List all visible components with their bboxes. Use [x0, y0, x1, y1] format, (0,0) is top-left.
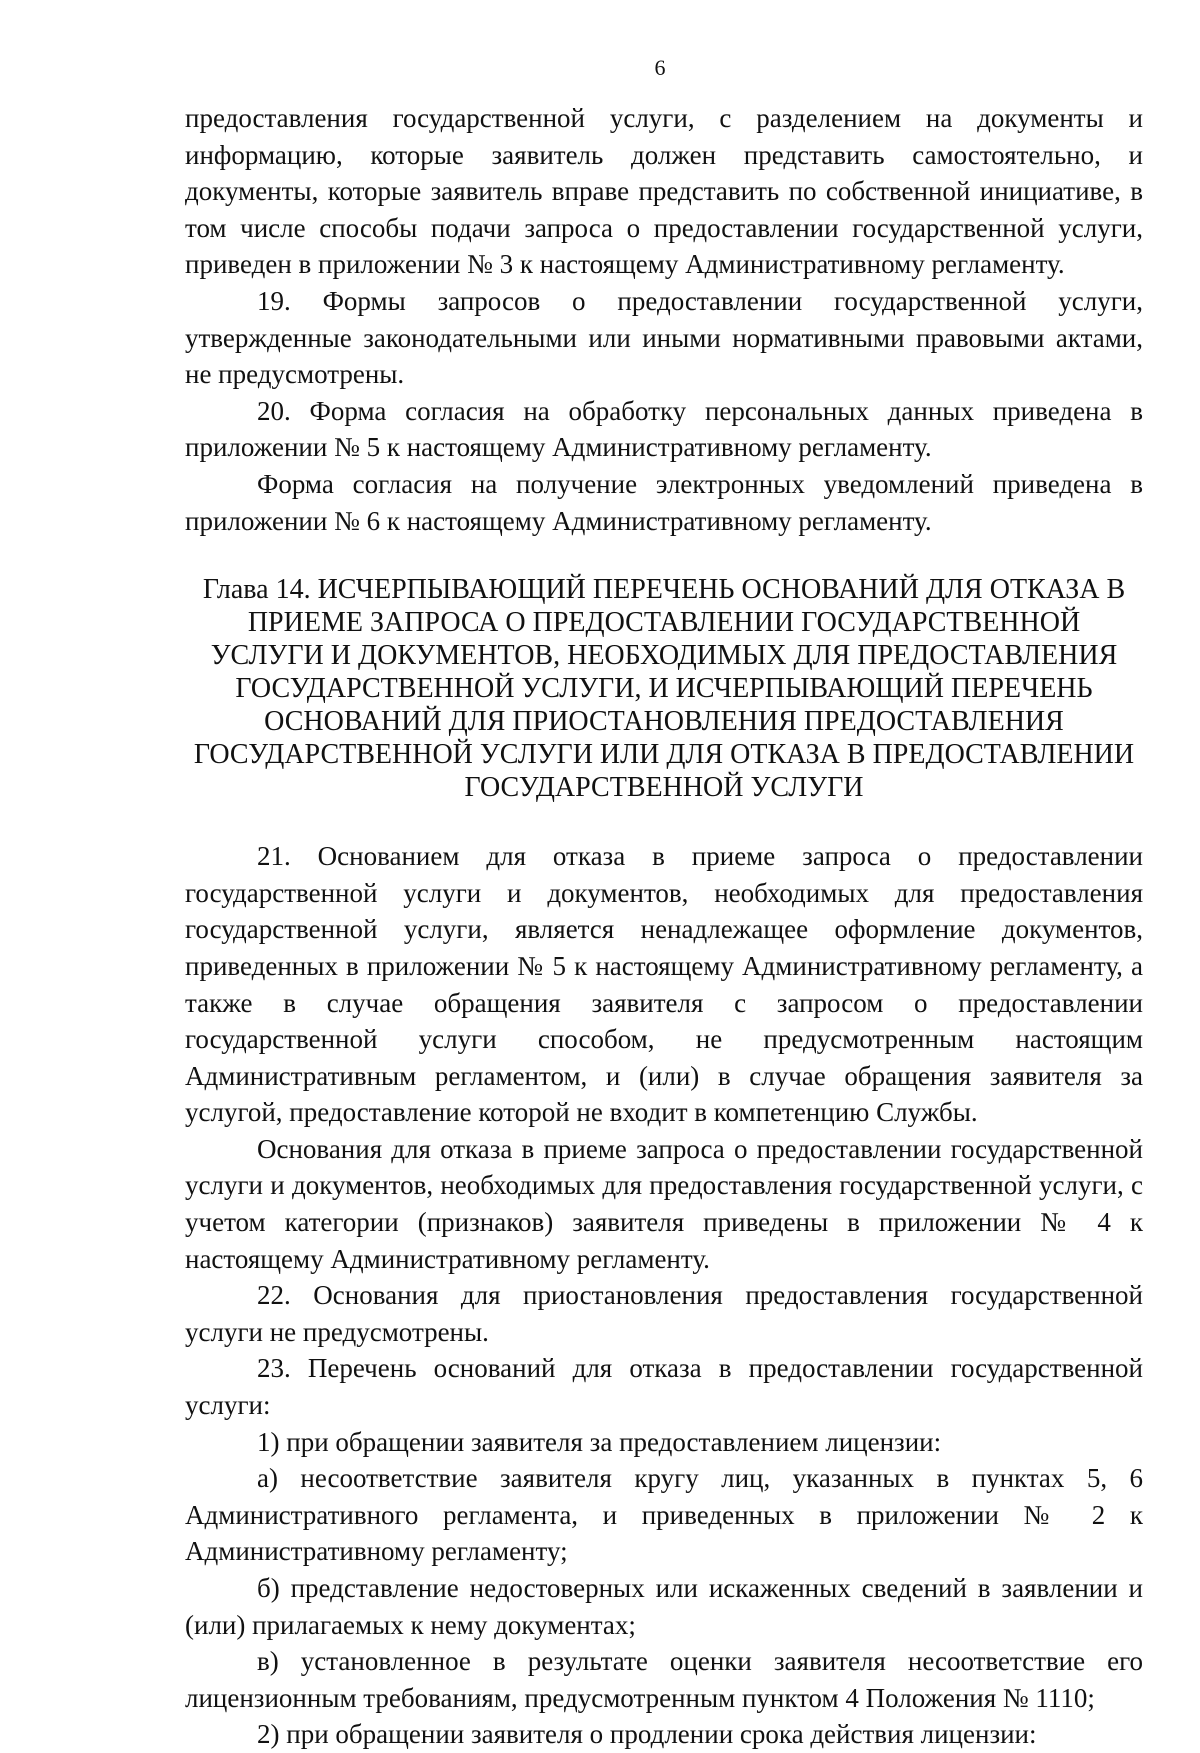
list-item-2: 2) при обращении заявителя о продлении срока действия лицензии:	[257, 1719, 1037, 1750]
list-item-1: 1) при обращении заявителя за предоставлением лицензии:	[257, 1426, 942, 1457]
paragraph-1: предоставления государственной услуги, с разделением на документы и информацию, которые заявитель должен представить самостоятельно, и документы, которые заявитель вправе представить по собственной инициативе, в том числе способы подачи запроса о предоставлении государственной услуги, приведен в приложении № 3 к настоящему Административному регламенту.	[185, 103, 1143, 280]
paragraph-20: 20. Форма согласия на обработку персональных данных приведена в приложении № 5 к настоящему Административному регламенту.	[185, 395, 1143, 463]
page-number: 6	[654, 55, 666, 80]
list-item-1b: б) представление недостоверных или искаженных сведений в заявлении и (или) прилагаемых к нему документах;	[185, 1573, 1143, 1640]
paragraph-21-grounds: Основания для отказа в приеме запроса о предоставлении государственной услуги и документов, необходимых для предоставления государственной услуги, с учетом категории (признаков) заявителя приведены в приложении № 4 к настоящему Административному регламенту.	[185, 1133, 1143, 1274]
chapter-heading: Глава 14. ИСЧЕРПЫВАЮЩИЙ ПЕРЕЧЕНЬ ОСНОВАНИЙ ДЛЯ ОТКАЗА В ПРИЕМЕ ЗАПРОСА О ПРЕДОСТАВЛЕНИИ ГОСУДАРСТВЕННОЙ УСЛУГИ И ДОКУМЕНТОВ, НЕОБХОДИМЫХ ДЛЯ ПРЕДОСТАВЛЕНИЯ ГОСУДАРСТВЕННОЙ УСЛУГИ, И ИСЧЕРПЫВАЮЩИЙ ПЕРЕЧЕНЬ ОСНОВАНИЙ ДЛЯ ПРИОСТАНОВЛЕНИЯ ПРЕДОСТАВЛЕНИЯ ГОСУДАРСТВЕННОЙ УСЛУГИ ИЛИ ДЛЯ ОТКАЗА В ПРЕДОСТАВЛЕНИИ ГОСУДАРСТВЕННОЙ УСЛУГИ	[193, 574, 1135, 804]
document-body	[185, 100, 1143, 1753]
paragraph-20-notification-form: Форма согласия на получение электронных уведомлений приведена в приложении № 6 к настоящему Административному регламенту.	[185, 468, 1143, 536]
list-item-1a: а) несоответствие заявителя кругу лиц, указанных в пунктах 5, 6 Административного регламента, и приведенных в приложении № 2 к Административному регламенту;	[185, 1463, 1143, 1567]
paragraph-23: 23. Перечень оснований для отказа в предоставлении государственной услуги:	[185, 1353, 1143, 1421]
paragraph-21: 21. Основанием для отказа в приеме запроса о предоставлении государственной услуги и документов, необходимых для предоставления государственной услуги, является ненадлежащее оформление документов, приведенных в приложении № 5 к настоящему Административному регламенту, а также в случае обращения заявителя с запросом о предоставлении государственной услуги способом, не предусмотренным настоящим Административным регламентом, и (или) в случае обращения заявителя за услугой, предоставление которой не входит в компетенцию Службы.	[185, 841, 1143, 1128]
list-item-1v: в) установленное в результате оценки заявителя несоответствие его лицензионным требованиям, предусмотренным пунктом 4 Положения № 1110;	[185, 1646, 1143, 1713]
paragraph-19: 19. Формы запросов о предоставлении государственной услуги, утвержденные законодательными или иными нормативными правовыми актами, не предусмотрены.	[185, 285, 1143, 390]
paragraph-22: 22. Основания для приостановления предоставления государственной услуги не предусмотрены.	[185, 1280, 1143, 1347]
